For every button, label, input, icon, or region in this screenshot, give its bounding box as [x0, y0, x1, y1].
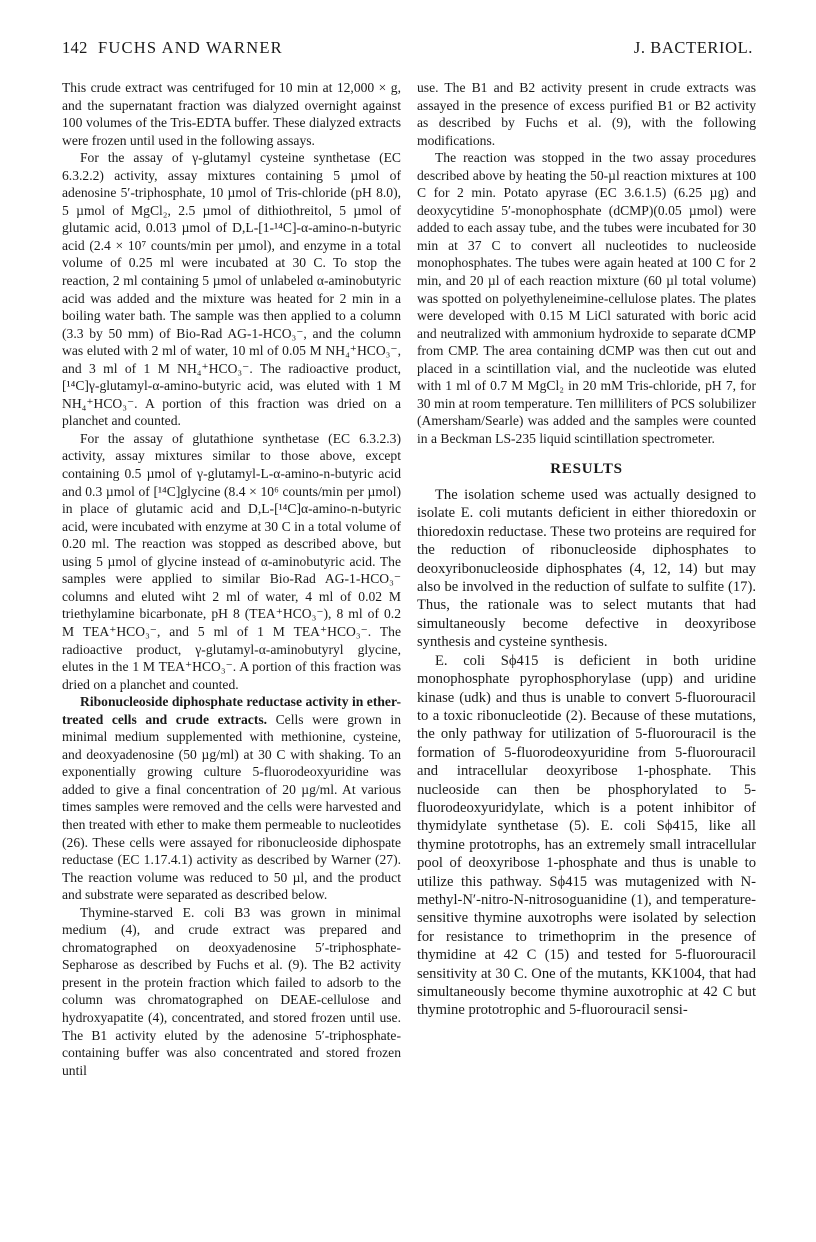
paragraph: This crude extract was centrifuged for 10 min at 12,000 × g, and the supernatant fraction was dialyzed overnight against 100 volumes of the Tris-EDTA buffer. These dialyzed extracts were frozen until used in the following assays. [62, 80, 401, 148]
subsection-heading: Ribonucleoside diphosphate reductase activity in ether-treated cells and crude extracts. [62, 694, 401, 727]
paragraph: For the assay of glutathione synthetase (EC 6.3.2.3) activity, assay mixtures similar to those above, except containing 0.5 µmol of γ-glutamyl-L-α-amino-n-butyric acid and 0.3 µmol of [¹⁴C]glycine (8.4 × 10⁶ counts/min per µmol) in place of glutamic acid and D,L-[¹⁴C]α-amino-n-butyric acid, were incubated with enzyme at 30 C in a total volume of 0.20 ml. The reaction was stopped as described above, but using 5 µmol of glycine instead of α-aminobutyric acid. The samples were applied to similar Bio-Rad AG-1-HCO₃⁻ columns and eluted wiht 2 ml of water, 4 ml of 0.02 M triethylamine bicarbonate, pH 8 (TEA⁺HCO₃⁻), 8 ml of 0.2 M TEA⁺HCO₃⁻, and 5 ml of 1 M TEA⁺HCO₃⁻. The radioactive product, γ-glutamyl-α-aminobutyryl glycine, elutes in the 1 M TEA⁺HCO₃⁻. A portion of this fraction was dried on a planchet and counted. [62, 430, 401, 692]
running-head [62, 38, 753, 66]
paragraph: The reaction was stopped in the two assay procedures described above by heating the 50-µl reaction mixtures at 100 C for 2 min. Potato apyrase (EC 3.6.1.5) (6.25 µg) and deoxycytidine 5′-monophosphate (dCMP)(0.05 µmol) were added to each assay tube, and the tubes were incubated for 30 min at 37 C to convert all nucleotides to nucleoside monophosphates. The tubes were again heated at 100 C for 2 min, and 20 µl of each reaction mixture (60 µl total volume) was spotted on polyethyleneimine-cellulose plates. The plates were developed with 0.15 M LiCl saturated with boric acid and neutralized with ammonium hydroxide to separate dCMP from CMP. The area containing dCMP was then cut out and placed in a scintillation vial, and the nucleotide was eluted with 1 ml of 0.7 M MgCl₂ in 20 mM Tris-chloride, pH 7, for 30 min at room temperature. Ten milliliters of PCS solubilizer (Amersham/Searle) was added and the samples were counted in a Beckman LS-235 liquid scintillation spectrometer. [417, 150, 756, 446]
paragraph: The isolation scheme used was actually designed to isolate E. coli mutants deficient in either thioredoxin or thioredoxin reductase. These two proteins are required for the reduction of ribonucleoside diphosphates to deoxyribonucleoside diphosphates (4, 12, 14) but may also be involved in the reduction of sulfate to sulfite (17). Thus, the rationale was to select mutants that had simultaneously become defective in deoxyribose synthesis and cysteine synthesis. [417, 487, 756, 651]
paragraph: use. The B1 and B2 activity present in crude extracts was assayed in the presence of excess purified B1 or B2 activity as described by Fuchs et al. (9), with the following modifications. [417, 80, 756, 148]
right-column [417, 79, 756, 1020]
paragraph: For the assay of γ-glutamyl cysteine synthetase (EC 6.3.2.2) activity, assay mixtures containing 5 µmol of adenosine 5′-triphosphate, 10 µmol of Tris-chloride (pH 8.0), 5 µmol of MgCl₂, 2.5 µmol of dithiothreitol, 5 µmol of glutamic acid, 0.013 µmol of D,L-[1-¹⁴C]-α-amino-n-butyric acid (2.4 × 10⁷ counts/min per µmol), and enzyme in a total volume of 0.25 ml were incubated at 30 C. To stop the reaction, 2 ml containing 5 µmol of unlabeled α-aminobutyric acid was added and the mixture was heated for 2 min in a boiling water bath. The sample was then applied to a column (3.3 by 50 mm) of Bio-Rad AG-1-HCO₃⁻, and the column was eluted with 2 ml of water, 10 ml of 0.05 M NH₄⁺HCO₃⁻, and 3 ml of 1 M NH₄⁺HCO₃⁻. The radioactive product, [¹⁴C]γ-glutamyl-α-amino-butyric acid, was eluted with 1 M NH₄⁺HCO₃⁻. A portion of this fraction was dried on a planchet and counted. [62, 150, 401, 429]
running-head-journal: J. BACTERIOL. [633, 38, 753, 57]
paragraph: E. coli Sϕ415 is deficient in both uridine monophosphate pyrophosphorylase (upp) and uridine kinase (udk) and thus is unable to convert 5-fluorouracil to a toxic ribonucleotide (2). Because of these mutations, the only pathway for utilization of 5-fluorouracil is the formation of 5-fluorodeoxyuridine from 5-fluorouracil and intracellular deoxyribose 1-phosphate. This nucleoside can then be phosphorylated to 5-fluorodeoxyuridylate, which is a potent inhibitor of thymidylate synthetase (5). E. coli Sϕ415, like all thymine prototrophs, has an extremely small intracellular pool of deoxyribose 1-phosphate and thus is unable to utilize this pathway. Sϕ415 was mutagenized with N-methyl-N′-nitro-N-nitrosoguanidine (1), and temperature-sensitive thymine auxotrophs were isolated by selection for resistance to trimethoprim in the presence of thymidine at 42 C (15) and tested for 5-fluorouracil sensitivity at 30 C. One of the mutants, KK1004, that had simultaneously become thymine auxotrophic at 42 C but thymine prototrophic and 5-fluorouracil sensi- [417, 652, 756, 1019]
paragraph: Thymine-starved E. coli B3 was grown in minimal medium (4), and crude extract was prepared and chromatographed on deoxyadenosine 5′-triphosphate-Sepharose as described by Fuchs et al. (9). The B2 activity present in the protein fraction which failed to adsorb to the column was chromatographed on DEAE-cellulose and hydroxyapatite (4), concentrated, and stored frozen until use. The B1 activity eluted by the adenosine 5′-triphosphate-containing buffer was also concentrated and stored frozen until [62, 904, 401, 1078]
running-head-authors: FUCHS AND WARNER [98, 38, 283, 57]
paragraph [62, 693, 401, 904]
left-column [62, 79, 401, 1079]
page-number: 142 [62, 38, 88, 57]
results-heading: RESULTS [550, 461, 623, 478]
paragraph-text: Cells were grown in minimal medium supplemented with methionine, cysteine, and deoxyadenosine (50 µg/ml) at 30 C with shaking. To an exponentially growing culture 5-fluorodeoxyuridine was added to give a final concentration of 20 µg/ml. At various times samples were removed and the cells were harvested and then treated with ether to make them permeable to nucleotides (26). These cells were assayed for ribonucleoside diphospate reductase (EC 1.17.4.1) activity as described by Warner (27). The reaction volume was reduced to 50 µl, and the product and substrate were separated as described below. [62, 711, 401, 903]
